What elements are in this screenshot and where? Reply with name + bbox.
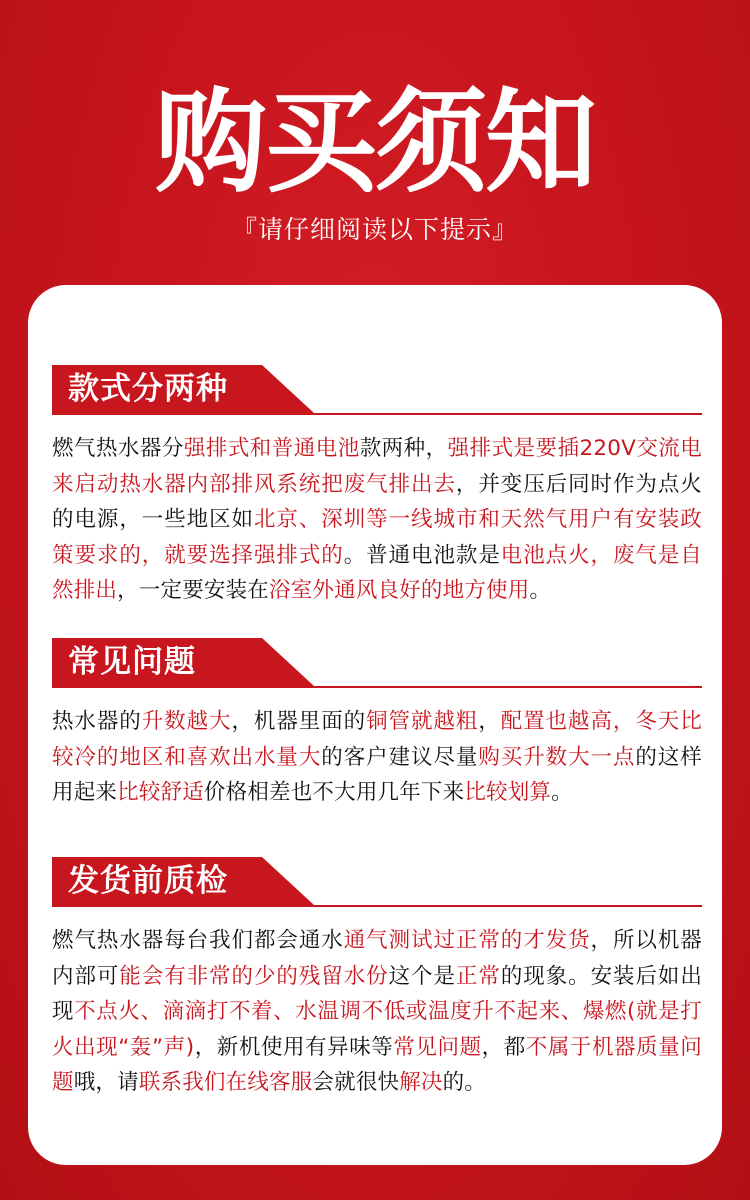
notice-card xyxy=(28,285,722,1165)
section-header xyxy=(52,365,702,417)
body-text: ，都 xyxy=(481,1034,526,1060)
body-text: 燃气热水器分 xyxy=(52,436,184,461)
body-text: 的现象。安装后如出现 xyxy=(52,963,703,1024)
body-text: 的。 xyxy=(442,1070,487,1095)
body-text: 的客户建议尽量 xyxy=(321,744,479,770)
highlighted-text: 解决 xyxy=(399,1070,443,1095)
highlighted-text: 通气测试过正常的才发货 xyxy=(343,928,591,953)
highlighted-text: 比较划算 xyxy=(464,780,552,805)
body-text: ，一定要安装在 xyxy=(117,578,270,603)
body-text: 价格相差也不大用几年下来 xyxy=(203,780,465,805)
body-text: 这个是 xyxy=(388,963,456,989)
section-header xyxy=(52,638,702,690)
highlighted-text: 不点火、滴滴打不着、水温调不低或温度升不起来、爆燃(就是打火出现“轰”声) xyxy=(52,999,702,1060)
highlighted-text: 配置也越高，冬天比较冷的地区和喜欢出水量大 xyxy=(52,709,702,770)
section-body xyxy=(52,704,702,811)
body-text: 燃气热水器每台我们都会通水 xyxy=(52,928,344,953)
section-body xyxy=(52,923,702,1101)
body-text: 款两种， xyxy=(359,436,448,461)
body-text: 。 xyxy=(529,578,552,603)
highlighted-text: 购买升数大一点 xyxy=(478,744,636,770)
body-text: ，所以机器内部可 xyxy=(52,928,702,989)
section-title: 发货前质检 xyxy=(68,863,228,899)
highlighted-text: 浴室外通风良好的地方使用 xyxy=(269,578,530,603)
section-header xyxy=(52,857,702,909)
highlighted-text: 能会有非常的少的残留水份 xyxy=(119,963,389,989)
highlighted-text: 常见问题 xyxy=(393,1034,482,1060)
highlighted-text: 强排式和普通电池 xyxy=(183,436,360,461)
section-divider xyxy=(52,686,702,688)
highlighted-text: 正常 xyxy=(455,963,501,989)
highlighted-text: 升数越大 xyxy=(141,709,232,734)
section-common-questions xyxy=(52,638,702,811)
body-text: 哦，请 xyxy=(73,1070,139,1095)
body-text: ，并变压后同时作为点火的电源，一些地区如 xyxy=(52,471,702,532)
body-text: 会就很快 xyxy=(312,1070,400,1095)
section-styles xyxy=(52,365,702,609)
highlighted-text: 电池点火，废气是自然排出 xyxy=(52,542,702,603)
highlighted-text: 联系我们在线客服 xyxy=(138,1070,313,1095)
body-text: ，新机使用有异味等 xyxy=(194,1034,394,1060)
section-title: 款式分两种 xyxy=(68,371,228,407)
section-title: 常见问题 xyxy=(68,644,196,680)
highlighted-text: 强排式是要插220V交流电来启动热水器内部排风系统把废气排出去 xyxy=(52,436,702,497)
body-text: ， xyxy=(478,709,501,734)
body-text: 。 xyxy=(551,780,573,805)
body-text: 的这样用起来 xyxy=(52,744,702,805)
page-subtitle: 『请仔细阅读以下提示』 xyxy=(231,215,518,244)
body-text: ，机器里面的 xyxy=(231,709,367,734)
section-divider xyxy=(52,905,702,907)
section-body xyxy=(52,431,702,609)
body-text: 热水器的 xyxy=(52,709,142,734)
body-text: 。普通电池款是 xyxy=(343,542,501,568)
highlighted-text: 比较舒适 xyxy=(117,780,204,805)
highlighted-text: 不属于机器质量问题 xyxy=(52,1034,702,1095)
section-pre-shipment-inspection xyxy=(52,857,702,1101)
highlighted-text: 铜管就越粗 xyxy=(366,709,479,734)
highlighted-text: 北京、深圳等一线城市和天然气用户有安装政策要求的，就要选择强排式的 xyxy=(52,507,702,568)
section-divider xyxy=(52,413,702,415)
page-title: 购买须知 xyxy=(155,78,595,208)
